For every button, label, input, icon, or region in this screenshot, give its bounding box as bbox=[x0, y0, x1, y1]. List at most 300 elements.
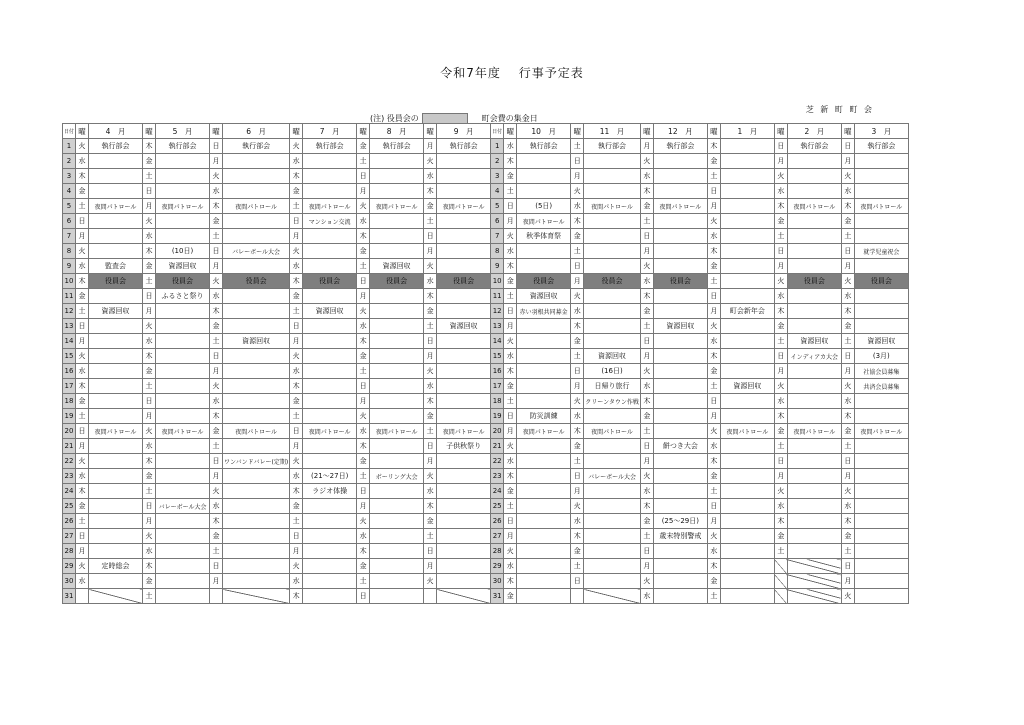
event-cell bbox=[223, 184, 290, 199]
weekday-cell: 水 bbox=[210, 499, 223, 514]
weekday-cell: 水 bbox=[640, 484, 653, 499]
event-cell bbox=[223, 304, 290, 319]
schedule-row bbox=[63, 439, 909, 454]
legend-label: (注) 役員会の bbox=[370, 114, 419, 123]
weekday-cell: 日 bbox=[210, 559, 223, 574]
event-cell bbox=[223, 559, 290, 574]
weekday-cell: 日 bbox=[571, 469, 584, 484]
weekday-cell: 火 bbox=[707, 529, 720, 544]
event-cell bbox=[437, 289, 491, 304]
event-cell: 夜間パトロール bbox=[517, 214, 571, 229]
event-cell bbox=[156, 379, 210, 394]
weekday-cell: 木 bbox=[424, 289, 437, 304]
weekday-cell: 金 bbox=[424, 199, 437, 214]
day-number: 18 bbox=[63, 394, 76, 409]
schedule-row bbox=[63, 424, 909, 439]
weekday-cell: 土 bbox=[571, 244, 584, 259]
weekday-cell: 水 bbox=[76, 574, 89, 589]
weekday-cell: 土 bbox=[290, 199, 303, 214]
weekday-cell: 金 bbox=[210, 214, 223, 229]
weekday-cell: 金 bbox=[571, 544, 584, 559]
event-cell bbox=[156, 454, 210, 469]
weekday-cell: 金 bbox=[210, 424, 223, 439]
event-cell bbox=[787, 544, 841, 559]
weekday-cell: 月 bbox=[210, 364, 223, 379]
event-cell bbox=[370, 559, 424, 574]
event-cell bbox=[787, 439, 841, 454]
day-number: 5 bbox=[63, 199, 76, 214]
weekday-cell: 火 bbox=[290, 244, 303, 259]
weekday-cell: 月 bbox=[357, 499, 370, 514]
weekday-cell: 金 bbox=[357, 139, 370, 154]
weekday-cell: 土 bbox=[143, 379, 156, 394]
weekday-cell: 月 bbox=[841, 469, 854, 484]
weekday-cell: 水 bbox=[774, 289, 787, 304]
event-cell bbox=[437, 514, 491, 529]
event-cell bbox=[223, 484, 290, 499]
event-cell bbox=[303, 169, 357, 184]
event-cell: 資源回収 bbox=[584, 349, 641, 364]
header-month: 10 月 bbox=[517, 124, 571, 139]
event-cell: 資源回収 bbox=[854, 334, 908, 349]
weekday-cell: 日 bbox=[640, 544, 653, 559]
event-cell bbox=[854, 169, 908, 184]
event-cell: 資源回収 bbox=[303, 304, 357, 319]
event-cell bbox=[584, 499, 641, 514]
event-cell: 定時総会 bbox=[89, 559, 143, 574]
event-cell bbox=[854, 469, 908, 484]
weekday-cell: 水 bbox=[76, 154, 89, 169]
weekday-cell: 水 bbox=[707, 544, 720, 559]
event-cell bbox=[370, 349, 424, 364]
event-cell bbox=[370, 394, 424, 409]
schedule-row bbox=[63, 469, 909, 484]
event-cell: 夜間パトロール bbox=[653, 199, 707, 214]
event-cell bbox=[437, 409, 491, 424]
event-cell bbox=[787, 154, 841, 169]
weekday-cell: 金 bbox=[707, 154, 720, 169]
event-cell bbox=[584, 514, 641, 529]
page-title: 令和7年度 行事予定表 bbox=[440, 66, 584, 80]
day-number: 28 bbox=[63, 544, 76, 559]
day-number: 16 bbox=[63, 364, 76, 379]
header-weekday: 曜 bbox=[143, 124, 156, 139]
schedule-row bbox=[63, 454, 909, 469]
day-number: 31 bbox=[491, 589, 504, 604]
event-cell bbox=[89, 454, 143, 469]
event-cell bbox=[653, 484, 707, 499]
weekday-cell: 土 bbox=[424, 319, 437, 334]
weekday-cell: 木 bbox=[841, 409, 854, 424]
event-cell: 就学児童祝会 bbox=[854, 244, 908, 259]
event-cell: ふるさと祭り bbox=[156, 289, 210, 304]
event-cell bbox=[787, 589, 841, 604]
weekday-cell: 木 bbox=[707, 244, 720, 259]
weekday-cell: 月 bbox=[210, 259, 223, 274]
weekday-cell: 金 bbox=[210, 319, 223, 334]
weekday-cell: 月 bbox=[504, 214, 517, 229]
weekday-cell: 火 bbox=[571, 184, 584, 199]
header-weekday: 曜 bbox=[504, 124, 517, 139]
event-cell bbox=[720, 349, 774, 364]
event-cell bbox=[156, 589, 210, 604]
event-cell bbox=[89, 379, 143, 394]
weekday-cell: 火 bbox=[571, 289, 584, 304]
weekday-cell: 土 bbox=[504, 184, 517, 199]
event-cell bbox=[223, 544, 290, 559]
event-cell bbox=[370, 514, 424, 529]
event-cell bbox=[156, 529, 210, 544]
weekday-cell: 月 bbox=[640, 244, 653, 259]
event-cell: 資源回収 bbox=[156, 259, 210, 274]
weekday-cell: 木 bbox=[571, 214, 584, 229]
event-cell bbox=[437, 394, 491, 409]
weekday-cell: 木 bbox=[143, 244, 156, 259]
weekday-cell bbox=[76, 589, 89, 604]
event-cell bbox=[653, 154, 707, 169]
event-cell: 執行部会 bbox=[89, 139, 143, 154]
weekday-cell: 火 bbox=[640, 154, 653, 169]
weekday-cell: 水 bbox=[290, 364, 303, 379]
event-cell bbox=[303, 259, 357, 274]
weekday-cell: 金 bbox=[357, 244, 370, 259]
weekday-cell: 金 bbox=[841, 319, 854, 334]
schedule-row bbox=[63, 274, 909, 289]
schedule-row bbox=[63, 544, 909, 559]
weekday-cell: 土 bbox=[571, 139, 584, 154]
weekday-cell: 金 bbox=[143, 259, 156, 274]
weekday-cell: 水 bbox=[640, 274, 653, 289]
weekday-cell: 金 bbox=[571, 334, 584, 349]
weekday-cell: 金 bbox=[774, 529, 787, 544]
event-cell: 秋季体育祭 bbox=[517, 229, 571, 244]
day-number: 14 bbox=[63, 334, 76, 349]
event-cell bbox=[223, 259, 290, 274]
weekday-cell: 水 bbox=[571, 514, 584, 529]
day-number: 18 bbox=[491, 394, 504, 409]
event-cell bbox=[223, 529, 290, 544]
event-cell bbox=[854, 229, 908, 244]
event-cell bbox=[787, 379, 841, 394]
day-number: 2 bbox=[491, 154, 504, 169]
weekday-cell: 水 bbox=[774, 184, 787, 199]
event-cell bbox=[223, 214, 290, 229]
event-cell: 役員会 bbox=[89, 274, 143, 289]
weekday-cell: 水 bbox=[707, 439, 720, 454]
event-cell: 執行部会 bbox=[854, 139, 908, 154]
weekday-cell bbox=[424, 589, 437, 604]
event-cell bbox=[303, 154, 357, 169]
weekday-cell: 月 bbox=[210, 574, 223, 589]
weekday-cell: 木 bbox=[210, 514, 223, 529]
event-cell bbox=[517, 439, 571, 454]
event-cell bbox=[854, 589, 908, 604]
weekday-cell: 火 bbox=[571, 394, 584, 409]
weekday-cell: 月 bbox=[640, 349, 653, 364]
event-cell bbox=[437, 454, 491, 469]
event-cell bbox=[156, 364, 210, 379]
event-cell bbox=[370, 184, 424, 199]
event-cell bbox=[156, 439, 210, 454]
event-cell bbox=[854, 409, 908, 424]
event-cell bbox=[89, 589, 143, 604]
weekday-cell: 土 bbox=[707, 169, 720, 184]
weekday-cell: 月 bbox=[76, 544, 89, 559]
weekday-cell: 月 bbox=[143, 514, 156, 529]
weekday-cell: 木 bbox=[504, 469, 517, 484]
event-cell bbox=[720, 559, 774, 574]
event-cell bbox=[437, 469, 491, 484]
event-cell bbox=[517, 244, 571, 259]
weekday-cell: 月 bbox=[290, 544, 303, 559]
event-cell bbox=[517, 574, 571, 589]
day-number: 26 bbox=[63, 514, 76, 529]
event-cell: 夜間パトロール bbox=[89, 424, 143, 439]
schedule-row bbox=[63, 244, 909, 259]
event-cell: (25～29日) bbox=[653, 514, 707, 529]
event-cell bbox=[720, 319, 774, 334]
event-cell bbox=[437, 229, 491, 244]
weekday-cell: 月 bbox=[290, 439, 303, 454]
schedule-row bbox=[63, 214, 909, 229]
weekday-cell: 日 bbox=[707, 184, 720, 199]
weekday-cell: 木 bbox=[290, 379, 303, 394]
event-cell bbox=[370, 289, 424, 304]
weekday-cell: 月 bbox=[640, 139, 653, 154]
weekday-cell: 火 bbox=[841, 274, 854, 289]
event-cell bbox=[720, 394, 774, 409]
schedule-row bbox=[63, 484, 909, 499]
event-cell: 役員会 bbox=[787, 274, 841, 289]
day-number: 19 bbox=[491, 409, 504, 424]
event-cell bbox=[720, 184, 774, 199]
schedule-row bbox=[63, 304, 909, 319]
event-cell bbox=[584, 589, 641, 604]
event-cell bbox=[584, 409, 641, 424]
weekday-cell: 日 bbox=[571, 364, 584, 379]
day-number: 23 bbox=[63, 469, 76, 484]
event-cell bbox=[223, 379, 290, 394]
weekday-cell: 土 bbox=[571, 454, 584, 469]
weekday-cell: 水 bbox=[504, 244, 517, 259]
event-cell bbox=[720, 364, 774, 379]
weekday-cell: 月 bbox=[290, 229, 303, 244]
weekday-cell: 日 bbox=[707, 499, 720, 514]
weekday-cell bbox=[774, 589, 787, 604]
weekday-cell: 日 bbox=[290, 529, 303, 544]
event-cell bbox=[653, 379, 707, 394]
event-cell: 夜間パトロール bbox=[303, 424, 357, 439]
event-cell bbox=[517, 514, 571, 529]
weekday-cell: 月 bbox=[76, 334, 89, 349]
event-cell bbox=[720, 154, 774, 169]
schedule-row bbox=[63, 319, 909, 334]
event-cell bbox=[370, 319, 424, 334]
weekday-cell: 月 bbox=[640, 454, 653, 469]
event-cell bbox=[89, 364, 143, 379]
weekday-cell: 日 bbox=[357, 274, 370, 289]
event-cell bbox=[653, 394, 707, 409]
event-cell bbox=[787, 559, 841, 574]
weekday-cell: 日 bbox=[571, 574, 584, 589]
weekday-cell: 木 bbox=[504, 259, 517, 274]
event-cell bbox=[854, 154, 908, 169]
event-cell bbox=[370, 364, 424, 379]
event-cell: 役員会 bbox=[370, 274, 424, 289]
weekday-cell: 木 bbox=[841, 199, 854, 214]
weekday-cell: 土 bbox=[143, 169, 156, 184]
weekday-cell: 水 bbox=[290, 259, 303, 274]
weekday-cell: 土 bbox=[210, 334, 223, 349]
event-cell: バレーボール大会 bbox=[156, 499, 210, 514]
weekday-cell: 金 bbox=[357, 454, 370, 469]
weekday-cell: 水 bbox=[143, 544, 156, 559]
weekday-cell: 日 bbox=[504, 304, 517, 319]
event-cell: 共済会員募集 bbox=[854, 379, 908, 394]
weekday-cell: 日 bbox=[424, 334, 437, 349]
event-cell: 執行部会 bbox=[787, 139, 841, 154]
event-cell bbox=[223, 439, 290, 454]
event-cell: 資源回収 bbox=[517, 289, 571, 304]
day-number: 10 bbox=[63, 274, 76, 289]
weekday-cell: 金 bbox=[707, 364, 720, 379]
event-cell bbox=[89, 499, 143, 514]
weekday-cell: 木 bbox=[76, 274, 89, 289]
event-cell bbox=[223, 514, 290, 529]
event-cell bbox=[854, 394, 908, 409]
event-cell bbox=[156, 304, 210, 319]
event-cell: 資源回収 bbox=[89, 304, 143, 319]
weekday-cell: 水 bbox=[76, 469, 89, 484]
weekday-cell: 月 bbox=[504, 424, 517, 439]
weekday-cell: 土 bbox=[76, 409, 89, 424]
event-cell bbox=[437, 244, 491, 259]
day-number: 9 bbox=[491, 259, 504, 274]
weekday-cell: 日 bbox=[76, 529, 89, 544]
weekday-cell: 木 bbox=[290, 274, 303, 289]
day-number: 29 bbox=[491, 559, 504, 574]
event-cell bbox=[653, 409, 707, 424]
event-cell bbox=[370, 454, 424, 469]
event-cell bbox=[223, 409, 290, 424]
weekday-cell: 土 bbox=[640, 424, 653, 439]
event-cell bbox=[437, 499, 491, 514]
schedule-row bbox=[63, 334, 909, 349]
event-cell bbox=[370, 439, 424, 454]
weekday-cell: 土 bbox=[210, 544, 223, 559]
legend-suffix: 町会費の集金日 bbox=[481, 114, 538, 123]
weekday-cell: 月 bbox=[841, 574, 854, 589]
day-number: 12 bbox=[491, 304, 504, 319]
event-cell: 執行部会 bbox=[303, 139, 357, 154]
day-number: 10 bbox=[491, 274, 504, 289]
weekday-cell: 金 bbox=[143, 574, 156, 589]
event-cell bbox=[303, 244, 357, 259]
event-cell: 赤い羽根共同募金 bbox=[517, 304, 571, 319]
event-cell bbox=[517, 349, 571, 364]
day-number: 25 bbox=[63, 499, 76, 514]
weekday-cell: 土 bbox=[707, 484, 720, 499]
weekday-cell: 土 bbox=[774, 334, 787, 349]
event-cell bbox=[720, 334, 774, 349]
day-number: 26 bbox=[491, 514, 504, 529]
day-number: 11 bbox=[491, 289, 504, 304]
event-cell: 日帰り旅行 bbox=[584, 379, 641, 394]
weekday-cell: 日 bbox=[290, 424, 303, 439]
event-cell bbox=[223, 319, 290, 334]
weekday-cell: 月 bbox=[774, 364, 787, 379]
weekday-cell: 水 bbox=[357, 319, 370, 334]
weekday-cell: 土 bbox=[143, 589, 156, 604]
weekday-cell: 月 bbox=[571, 379, 584, 394]
day-number: 2 bbox=[63, 154, 76, 169]
weekday-cell: 月 bbox=[774, 259, 787, 274]
event-cell bbox=[787, 394, 841, 409]
event-cell bbox=[854, 559, 908, 574]
event-cell bbox=[89, 289, 143, 304]
day-number: 27 bbox=[491, 529, 504, 544]
event-cell: 役員会 bbox=[653, 274, 707, 289]
weekday-cell: 日 bbox=[774, 454, 787, 469]
weekday-cell: 土 bbox=[210, 229, 223, 244]
event-cell bbox=[89, 514, 143, 529]
weekday-cell: 水 bbox=[504, 139, 517, 154]
event-cell bbox=[156, 409, 210, 424]
event-cell bbox=[303, 574, 357, 589]
weekday-cell: 月 bbox=[424, 139, 437, 154]
day-number: 30 bbox=[491, 574, 504, 589]
event-cell bbox=[89, 544, 143, 559]
event-cell: 資源回収 bbox=[437, 319, 491, 334]
event-cell bbox=[854, 454, 908, 469]
event-cell: 資源回収 bbox=[223, 334, 290, 349]
header-month: 7 月 bbox=[303, 124, 357, 139]
event-cell: 夜間パトロール bbox=[854, 424, 908, 439]
weekday-cell: 火 bbox=[841, 379, 854, 394]
weekday-cell: 水 bbox=[357, 529, 370, 544]
weekday-cell: 金 bbox=[640, 409, 653, 424]
weekday-cell: 火 bbox=[290, 349, 303, 364]
event-cell bbox=[437, 184, 491, 199]
organization-name: 芝 新 町 町 会 bbox=[805, 105, 874, 114]
event-cell: 夜間パトロール bbox=[156, 424, 210, 439]
header-month: 3 月 bbox=[854, 124, 908, 139]
event-cell bbox=[720, 454, 774, 469]
event-cell bbox=[303, 559, 357, 574]
event-cell bbox=[370, 544, 424, 559]
event-cell: 資源回収 bbox=[787, 334, 841, 349]
event-cell bbox=[854, 304, 908, 319]
event-cell bbox=[223, 499, 290, 514]
event-cell: 夜間パトロール bbox=[370, 424, 424, 439]
event-cell bbox=[517, 379, 571, 394]
event-cell bbox=[156, 184, 210, 199]
weekday-cell: 金 bbox=[707, 469, 720, 484]
weekday-cell: 土 bbox=[424, 424, 437, 439]
weekday-cell: 月 bbox=[290, 334, 303, 349]
event-cell bbox=[303, 514, 357, 529]
event-cell bbox=[156, 574, 210, 589]
weekday-cell: 日 bbox=[707, 289, 720, 304]
event-cell bbox=[854, 439, 908, 454]
weekday-cell: 水 bbox=[774, 499, 787, 514]
event-cell bbox=[854, 514, 908, 529]
header-weekday: 曜 bbox=[707, 124, 720, 139]
event-cell: 役員会 bbox=[517, 274, 571, 289]
weekday-cell: 日 bbox=[707, 394, 720, 409]
weekday-cell: 土 bbox=[841, 544, 854, 559]
event-cell bbox=[437, 334, 491, 349]
